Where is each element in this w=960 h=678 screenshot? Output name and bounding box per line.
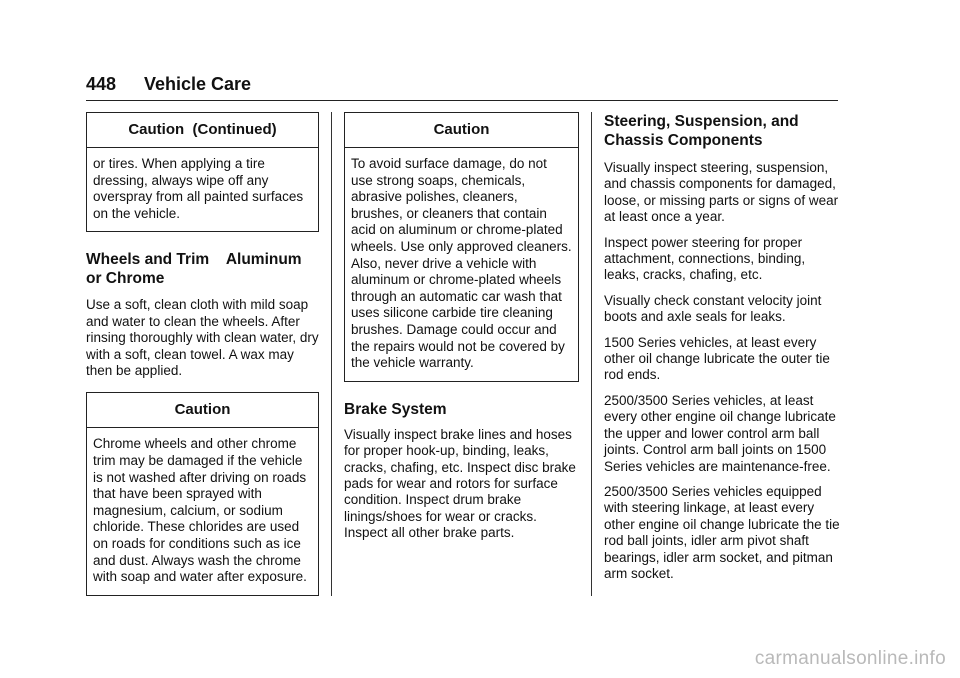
caution-title: Caution [87, 393, 318, 428]
steering-paragraph-3: Visually check constant velocity joint boots and axle seals for leaks. [604, 292, 822, 325]
page-number: 448 [86, 74, 117, 94]
caution-title: Caution (Continued) [87, 113, 318, 148]
steering-paragraph-1: Visually inspect steering, suspension, and chassis components for damaged, loose, or missing parts or signs of wear at least once a year. [604, 160, 839, 225]
column-1 [86, 112, 319, 596]
steering-heading: Steering, Suspension, and Chassis Components [604, 113, 799, 149]
column-2 [344, 112, 579, 542]
column-divider-1 [331, 112, 332, 596]
brake-paragraph: Visually inspect brake lines and hoses for proper hook-up, binding, leaks, cracks, chafing, etc. Inspect disc brake pads for wear and rotors for surface condition. Inspect drum brake linings/shoes for wear or cracks. Inspect all other brake parts. [344, 426, 576, 541]
steering-paragraph-4: 1500 Series vehicles, at least every other oil change lubricate the outer tie rod ends. [604, 334, 830, 383]
wheels-heading: Wheels and Trim Aluminum or Chrome [86, 251, 306, 288]
brake-heading: Brake System [344, 400, 447, 418]
page-header [86, 72, 838, 101]
steering-paragraph-6: 2500/3500 Series vehicles equipped with steering linkage, at least every other engine oil change lubricate the tie rod ball joints, idler arm pivot shaft bearings, idler arm socket, and pitman arm socket. [604, 483, 840, 581]
steering-paragraph-2: Inspect power steering for proper attachment, connections, binding, leaks, cracks, chafing, etc. [604, 234, 806, 283]
wheels-paragraph: Use a soft, clean cloth with mild soap and water to clean the wheels. After rinsing thoroughly with clean water, dry with a soft, clean towel. A wax may then be applied. [86, 297, 319, 378]
caution-title: Caution [345, 113, 578, 148]
column-divider-2 [591, 112, 592, 596]
caution-box-continued [86, 112, 319, 232]
column-3 [604, 112, 840, 582]
caution-text: or tires. When applying a tire dressing, always wipe off any overspray from all painted surfaces on the vehicle. [93, 156, 304, 221]
section-title: Vehicle Care [144, 74, 252, 94]
caution-box-chrome [86, 392, 319, 595]
caution-text: Chrome wheels and other chrome trim may be damaged if the vehicle is not washed after driving on roads that have been sprayed with magnesium, calcium, or sodium chloride. These chlorides are used on roads for conditions such as ice and dust. Always wash the chrome with soap and water after exposure. [93, 436, 307, 585]
caution-box-aluminum [344, 112, 579, 382]
steering-paragraph-5: 2500/3500 Series vehicles, at least every other engine oil change lubricate the upper and lower control arm ball joints. Control arm ball joints on 1500 Series vehicles are maintenance-free. [604, 392, 836, 474]
watermark: carmanualsonline.info [754, 648, 946, 669]
caution-text: To avoid surface damage, do not use strong soaps, chemicals, abrasive polishes, cleaners, brushes, or cleaners that contain acid on aluminum or chrome-plated wheels. Use only approved cleaners. Also, never drive a vehicle with aluminum or chrome-plated wheels through an automatic car wash that uses silicone carbide tire cleaning brushes. Damage could occur and the repairs would not be covered by the vehicle warranty. [351, 156, 572, 371]
